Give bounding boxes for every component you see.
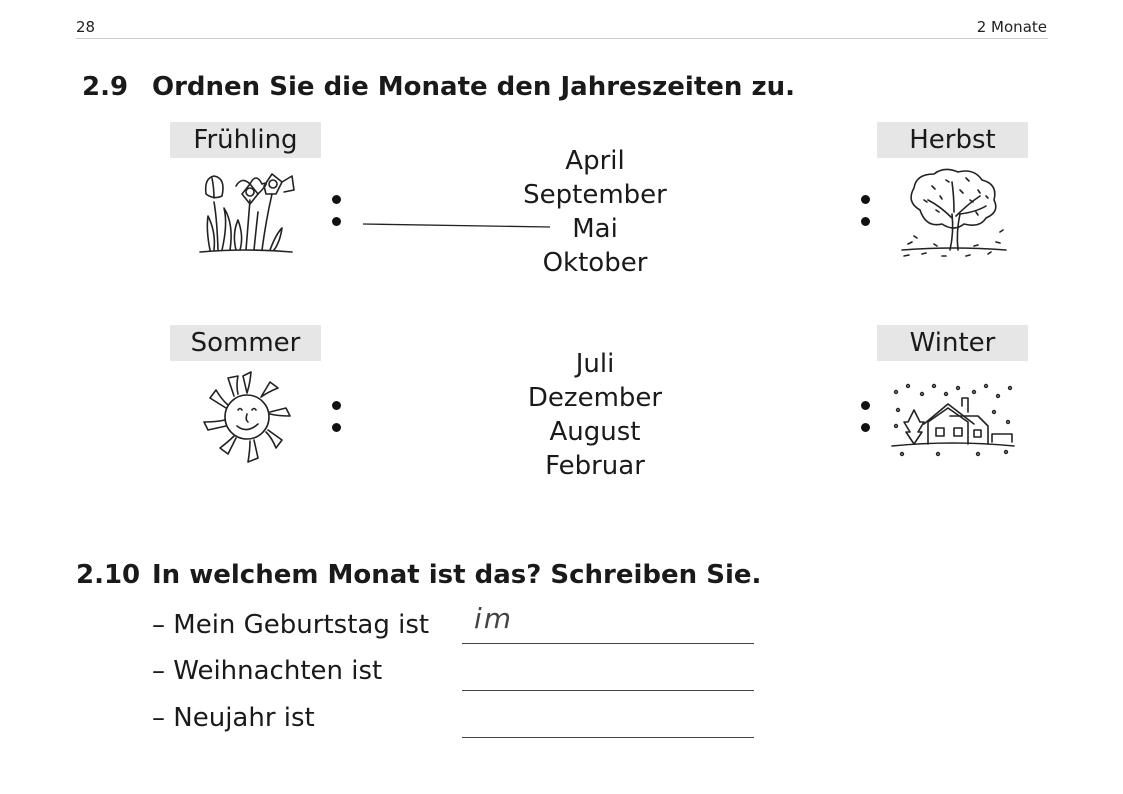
month-label: Juli	[575, 349, 615, 379]
season-label-herbst: Herbst	[877, 122, 1028, 158]
month-label: Dezember	[527, 383, 663, 413]
month-label: April	[565, 146, 625, 176]
month-label: Oktober	[542, 248, 648, 278]
match-dot[interactable]	[332, 217, 341, 226]
sentence-prompt: – Neujahr ist	[152, 703, 315, 733]
season-label-sommer: Sommer	[170, 325, 321, 361]
exercise-10-instruction: In welchem Monat ist das? Schreiben Sie.	[152, 560, 762, 590]
months-list-1	[485, 144, 705, 280]
snowy-house-icon	[888, 382, 1018, 458]
tree-icon	[896, 166, 1012, 260]
handwritten-answer: im	[474, 602, 514, 635]
match-dot[interactable]	[332, 195, 341, 204]
season-label-fruehling: Frühling	[170, 122, 321, 158]
sentence-prompt: – Weihnachten ist	[152, 656, 383, 686]
exercise-10-number: 2.10	[76, 560, 141, 590]
sentence-prompt: – Mein Geburtstag ist	[152, 610, 430, 640]
flowers-icon	[192, 164, 302, 256]
chapter-title: 2 Monate	[976, 18, 1047, 36]
month-label: Februar	[545, 451, 645, 481]
sun-icon	[198, 368, 296, 466]
match-dot[interactable]	[861, 423, 870, 432]
month-label: Mai	[572, 214, 618, 244]
months-list-2	[485, 347, 705, 483]
match-dot[interactable]	[861, 195, 870, 204]
match-dot[interactable]	[861, 217, 870, 226]
season-label-winter: Winter	[877, 325, 1028, 361]
match-dot[interactable]	[332, 423, 341, 432]
answer-line[interactable]	[462, 643, 754, 644]
header-divider	[76, 38, 1048, 39]
month-label: September	[523, 180, 667, 210]
month-label: August	[549, 417, 641, 447]
exercise-9-instruction: Ordnen Sie die Monate den Jahreszeiten zu.	[152, 72, 795, 102]
match-dot[interactable]	[861, 401, 870, 410]
answer-line[interactable]	[462, 690, 754, 691]
answer-line[interactable]	[462, 737, 754, 738]
match-dot[interactable]	[332, 401, 341, 410]
page-number: 28	[76, 18, 96, 36]
example-connection-line	[360, 218, 554, 232]
exercise-9-number: 2.9	[82, 72, 129, 102]
